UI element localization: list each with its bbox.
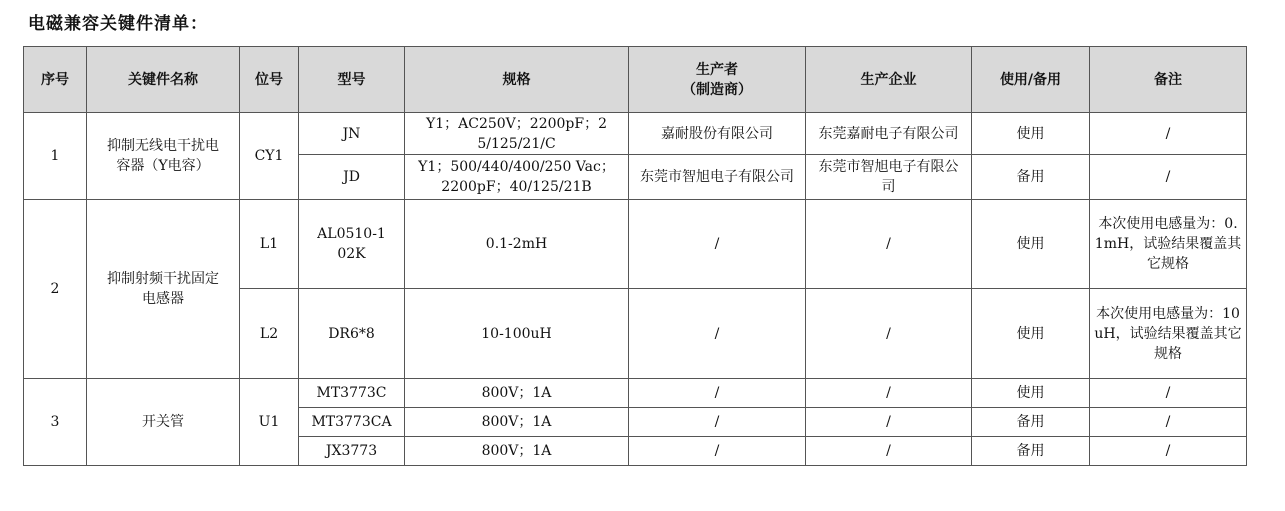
table-row	[24, 379, 1247, 408]
model-cell: JX3773	[299, 437, 405, 466]
component-name-cell: 抑制无线电干扰电容器（Y电容）	[87, 113, 240, 200]
table-row	[24, 113, 1247, 155]
position-cell: U1	[240, 379, 299, 466]
document-title: 电磁兼容关键件清单：	[28, 14, 208, 34]
use-cell: 使用	[972, 289, 1090, 379]
spec-cell: 800V；1A	[405, 408, 629, 437]
header-name: 关键件名称	[87, 47, 240, 113]
header-model: 型号	[299, 47, 405, 113]
use-cell: 备用	[972, 155, 1090, 200]
component-name-cell: 开关管	[87, 379, 240, 466]
spec-cell: 10-100uH	[405, 289, 629, 379]
spec-cell: 800V；1A	[405, 437, 629, 466]
header-row	[24, 47, 1247, 113]
header-remark: 备注	[1090, 47, 1247, 113]
model-cell: JD	[299, 155, 405, 200]
model-cell: AL0510-102K	[299, 200, 405, 289]
producer-cell: 嘉耐股份有限公司	[629, 113, 806, 155]
header-producer: 生产者 （制造商）	[629, 47, 806, 113]
header-enterprise: 生产企业	[806, 47, 972, 113]
enterprise-cell: /	[806, 437, 972, 466]
model-cell: JN	[299, 113, 405, 155]
seq-cell: 1	[24, 113, 87, 200]
header-spec: 规格	[405, 47, 629, 113]
header-position: 位号	[240, 47, 299, 113]
use-cell: 备用	[972, 408, 1090, 437]
spec-cell: Y1；500/440/400/250 Vac；2200pF；40/125/21B	[405, 155, 629, 200]
remark-cell: 本次使用电感量为：10uH，试验结果覆盖其它规格	[1090, 289, 1247, 379]
remark-cell: 本次使用电感量为：0.1mH，试验结果覆盖其它规格	[1090, 200, 1247, 289]
enterprise-cell: 东莞嘉耐电子有限公司	[806, 113, 972, 155]
enterprise-cell: 东莞市智旭电子有限公司	[806, 155, 972, 200]
producer-cell: 东莞市智旭电子有限公司	[629, 155, 806, 200]
use-cell: 备用	[972, 437, 1090, 466]
enterprise-cell: /	[806, 289, 972, 379]
seq-cell: 3	[24, 379, 87, 466]
use-cell: 使用	[972, 379, 1090, 408]
spec-cell: 0.1-2mH	[405, 200, 629, 289]
producer-cell: /	[629, 437, 806, 466]
remark-cell: /	[1090, 113, 1247, 155]
component-name-cell: 抑制射频干扰固定电感器	[87, 200, 240, 379]
model-cell: MT3773CA	[299, 408, 405, 437]
use-cell: 使用	[972, 113, 1090, 155]
enterprise-cell: /	[806, 408, 972, 437]
position-cell: L1	[240, 200, 299, 289]
remark-cell: /	[1090, 379, 1247, 408]
use-cell: 使用	[972, 200, 1090, 289]
producer-cell: /	[629, 379, 806, 408]
remark-cell: /	[1090, 155, 1247, 200]
seq-cell: 2	[24, 200, 87, 379]
producer-cell: /	[629, 408, 806, 437]
enterprise-cell: /	[806, 379, 972, 408]
table-row	[24, 200, 1247, 289]
producer-cell: /	[629, 200, 806, 289]
remark-cell: /	[1090, 408, 1247, 437]
enterprise-cell: /	[806, 200, 972, 289]
header-use: 使用/备用	[972, 47, 1090, 113]
spec-cell: Y1；AC250V；2200pF；25/125/21/C	[405, 113, 629, 155]
position-cell: CY1	[240, 113, 299, 200]
remark-cell: /	[1090, 437, 1247, 466]
position-cell: L2	[240, 289, 299, 379]
spec-cell: 800V；1A	[405, 379, 629, 408]
emc-key-components-table	[23, 46, 1247, 466]
producer-cell: /	[629, 289, 806, 379]
model-cell: MT3773C	[299, 379, 405, 408]
header-seq: 序号	[24, 47, 87, 113]
model-cell: DR6*8	[299, 289, 405, 379]
